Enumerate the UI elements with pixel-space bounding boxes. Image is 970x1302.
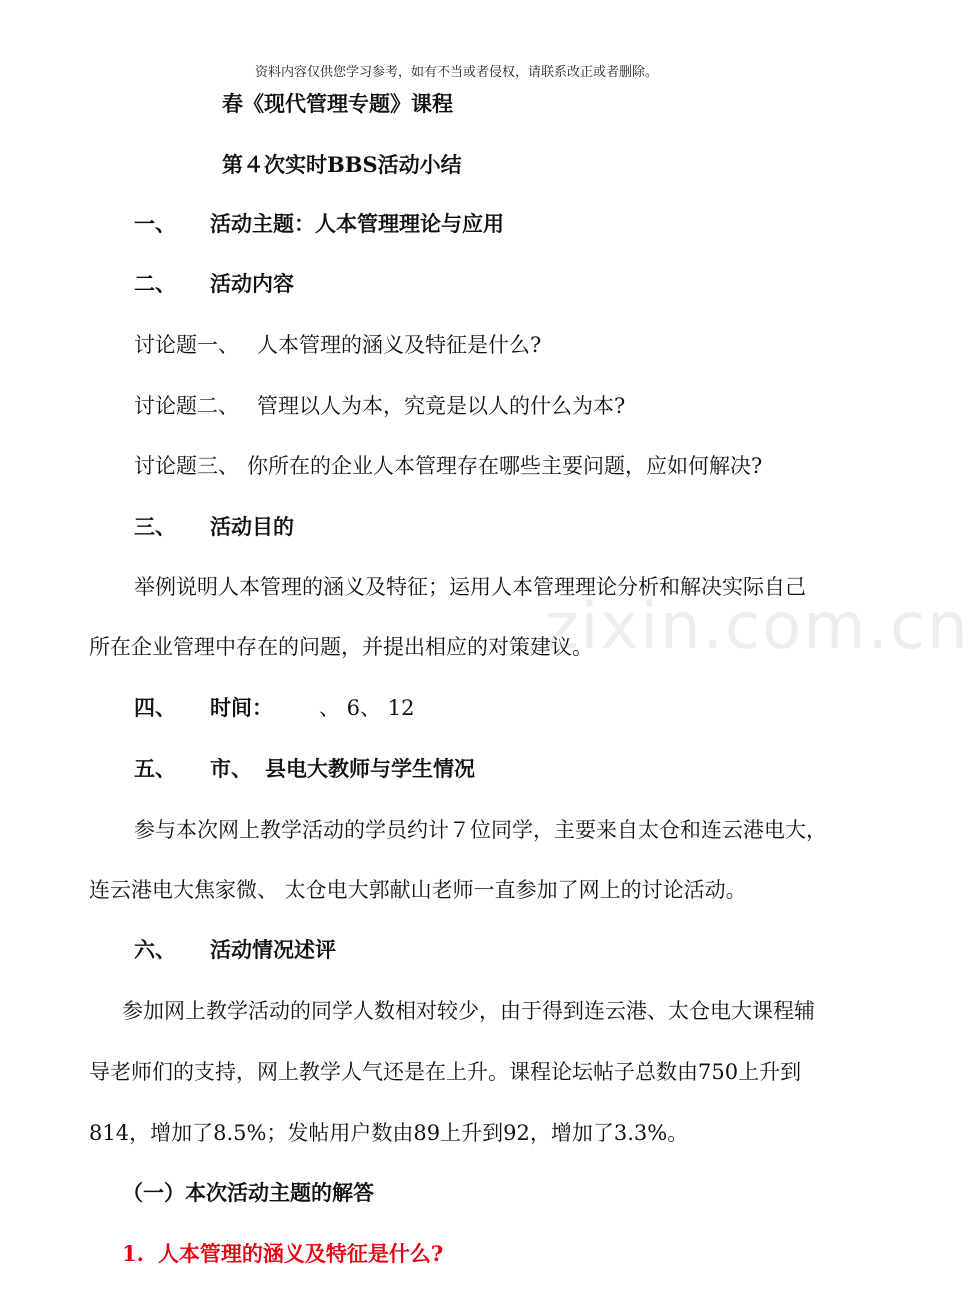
section-5-heading xyxy=(134,755,475,783)
situation-line-2: 连云港电大焦家微、 太仓电大郭献山老师一直参加了网上的讨论活动。 xyxy=(89,878,747,902)
topic-2 xyxy=(134,392,625,420)
topic-1 xyxy=(134,331,541,359)
topic-text: 管理以人为本，究竟是以人的什么为本? xyxy=(257,394,626,418)
section-title: 活动情况述评 xyxy=(210,937,336,962)
time-value: 、 6、 12 xyxy=(319,696,415,720)
section-number: 六、 xyxy=(134,937,176,962)
subsection-heading: （一）本次活动主题的解答 xyxy=(122,1180,374,1205)
section-number: 二、 xyxy=(134,271,176,296)
section-title: 活动目的 xyxy=(210,514,294,539)
section-4-heading xyxy=(134,694,414,722)
section-6-heading xyxy=(134,936,336,964)
section-title: 活动主题：人本管理理论与应用 xyxy=(210,211,504,236)
section-title-part-2: 县电大教师与学生情况 xyxy=(265,756,475,781)
watermark: zixin.com.cn xyxy=(545,590,970,664)
section-3-heading xyxy=(134,513,294,541)
topic-3 xyxy=(134,452,762,480)
header-notice: 资料内容仅供您学习参考，如有不当或者侵权，请联系改正或者删除。 xyxy=(255,65,659,80)
title-line-2: 第４次实时BBS活动小结 xyxy=(222,152,462,177)
section-number: 五、 xyxy=(134,756,176,781)
section-number: 三、 xyxy=(134,514,176,539)
topic-label: 讨论题一、 xyxy=(134,333,239,357)
review-line-3: 814，增加了8.5%；发帖用户数由89上升到92，增加了3.3%。 xyxy=(89,1121,689,1145)
topic-text: 人本管理的涵义及特征是什么? xyxy=(257,333,542,357)
title-line-1: 春《现代管理专题》课程 xyxy=(222,91,453,116)
topic-label: 讨论题三、 xyxy=(134,454,239,478)
question-number: 1. xyxy=(122,1241,144,1266)
question-1-heading xyxy=(122,1240,443,1268)
review-line-1: 参加网上教学活动的同学人数相对较少，由于得到连云港、太仓电大课程辅 xyxy=(122,999,815,1023)
section-title: 时间： xyxy=(210,695,273,720)
section-number: 一、 xyxy=(134,211,176,236)
purpose-line-1: 举例说明人本管理的涵义及特征；运用人本管理理论分析和解决实际自己 xyxy=(134,575,806,599)
review-line-2: 导老师们的支持，网上教学人气还是在上升。课程论坛帖子总数由750上升到 xyxy=(89,1060,802,1084)
section-number: 四、 xyxy=(134,695,176,720)
section-title: 活动内容 xyxy=(210,271,294,296)
topic-label: 讨论题二、 xyxy=(134,394,239,418)
section-title-part-1: 市、 xyxy=(210,756,252,781)
situation-line-1: 参与本次网上教学活动的学员约计７位同学，主要来自太仓和连云港电大， xyxy=(134,818,827,842)
section-1-heading xyxy=(134,210,504,238)
question-text: 人本管理的涵义及特征是什么? xyxy=(157,1241,444,1266)
section-2-heading xyxy=(134,270,294,298)
purpose-line-2: 所在企业管理中存在的问题，并提出相应的对策建议。 xyxy=(89,635,593,659)
topic-text: 你所在的企业人本管理存在哪些主要问题，应如何解决? xyxy=(247,454,763,478)
